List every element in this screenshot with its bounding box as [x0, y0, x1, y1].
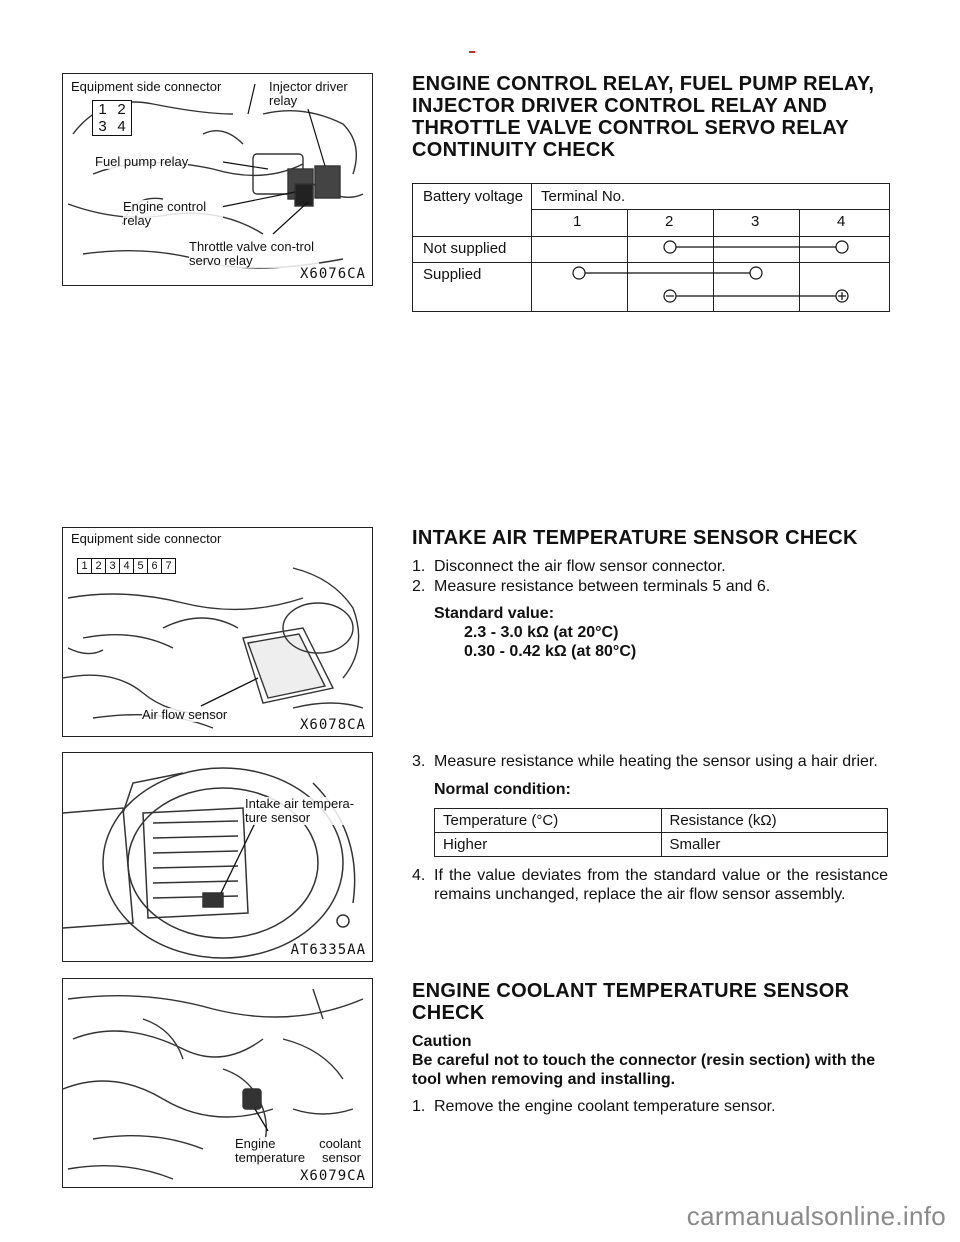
figure-coolant-sensor: [62, 978, 373, 1188]
watermark: carmanualsonline.info: [686, 1201, 946, 1231]
section-coolant-sensor: [412, 980, 888, 1116]
figure-code: X6076CA: [299, 266, 366, 282]
caution-label: Caution: [412, 1033, 472, 1050]
coolant-step-1: 1. Remove the engine coolant temperature sensor.: [412, 1098, 776, 1115]
figure-code-3: AT6335AA: [290, 942, 366, 958]
continuity-symbols: [413, 184, 889, 311]
section-title-intake-air: INTAKE AIR TEMPERATURE SENSOR CHECK: [412, 527, 858, 549]
pin-7: 7: [165, 560, 172, 572]
figure-air-flow-sensor: [62, 527, 373, 737]
figure-code-2: X6078CA: [299, 717, 366, 733]
cell-higher: Higher: [435, 833, 662, 857]
top-mark: [469, 51, 475, 53]
connector-pin-grid: [92, 100, 132, 136]
label-fuel-pump-relay: Fuel pump relay: [95, 154, 189, 169]
header-temperature: Temperature (°C): [435, 809, 662, 833]
figure-code-4: X6079CA: [299, 1168, 366, 1184]
pin-2: 2: [92, 559, 106, 573]
header-battery-voltage: Battery voltage: [423, 188, 524, 205]
pin-6: 6: [148, 559, 162, 573]
label-equipment-connector: Equipment side connector: [71, 79, 222, 94]
pin-4: 4: [117, 118, 126, 135]
label-equipment-connector-2: Equipment side connector: [71, 531, 222, 546]
figure-relays: [62, 73, 373, 286]
connector-pin-row: [77, 558, 176, 574]
row-not-supplied: Not supplied: [423, 240, 507, 257]
pin-2: 2: [117, 101, 126, 118]
section-relay-check: [412, 73, 888, 312]
step-3: 3. Measure resistance while heating the sensor using a hair drier.: [412, 753, 878, 770]
pin-4: 4: [120, 559, 134, 573]
normal-condition-label: Normal condition:: [434, 781, 571, 798]
section-intake-air-sensor: [412, 527, 888, 661]
label-air-flow-sensor: Air flow sensor: [142, 707, 228, 722]
pin-5: 5: [134, 559, 148, 573]
standard-value-label: Standard value:: [434, 605, 555, 622]
step-1: 1. Disconnect the air flow sensor connector.: [412, 558, 726, 575]
header-terminal-no: Terminal No.: [541, 188, 626, 205]
pin-1: 1: [98, 101, 107, 118]
terminal-3: 3: [751, 213, 760, 230]
header-resistance: Resistance (kΩ): [661, 809, 888, 833]
label-throttle-servo-relay: Throttle valve con-trol servo relay: [189, 240, 319, 268]
terminal-4: 4: [837, 213, 846, 230]
pin-1: 1: [78, 559, 92, 573]
standard-value-20c: 2.3 - 3.0 kΩ (at 20°C): [464, 624, 619, 641]
row-supplied: Supplied: [423, 266, 482, 283]
caution-text: Be careful not to touch the connector (resin section) with the tool when removing and installing.: [412, 1052, 876, 1088]
step-2: 2. Measure resistance between terminals 5 and 6.: [412, 578, 771, 595]
pin-3: 3: [106, 559, 120, 573]
label-coolant-sensor: Engine coolant temperature sensor: [235, 1136, 361, 1165]
label-engine-control-relay: Engine control relay: [123, 200, 223, 228]
label-intake-air-sensor: Intake air tempera-ture sensor: [245, 797, 363, 825]
figure-intake-air-sensor: [62, 752, 373, 962]
normal-condition-table: [434, 808, 888, 857]
pin-3: 3: [98, 118, 107, 135]
section-title-coolant: ENGINE COOLANT TEMPERATURE SENSOR CHECK: [412, 980, 850, 1024]
step-4: 4. If the value deviates from the standard value or the resistance remains unchanged, replace the air flow sensor assembly.: [412, 867, 888, 903]
cell-smaller: Smaller: [661, 833, 888, 857]
label-injector-driver-relay: Injector driver relay: [269, 80, 361, 108]
standard-value-80c: 0.30 - 0.42 kΩ (at 80°C): [464, 643, 637, 660]
section-intake-air-continued: [412, 752, 888, 904]
terminal-2: 2: [665, 213, 674, 230]
terminal-1: 1: [573, 213, 582, 230]
section-title-relay-check: ENGINE CONTROL RELAY, FUEL PUMP RELAY, INJECTOR DRIVER CONTROL RELAY AND THROTTLE VALVE CONTROL SERVO RELAY CONTINUITY CHECK: [412, 73, 875, 161]
intake-sensor-illustration: [63, 753, 372, 961]
relay-continuity-table: [412, 183, 890, 312]
